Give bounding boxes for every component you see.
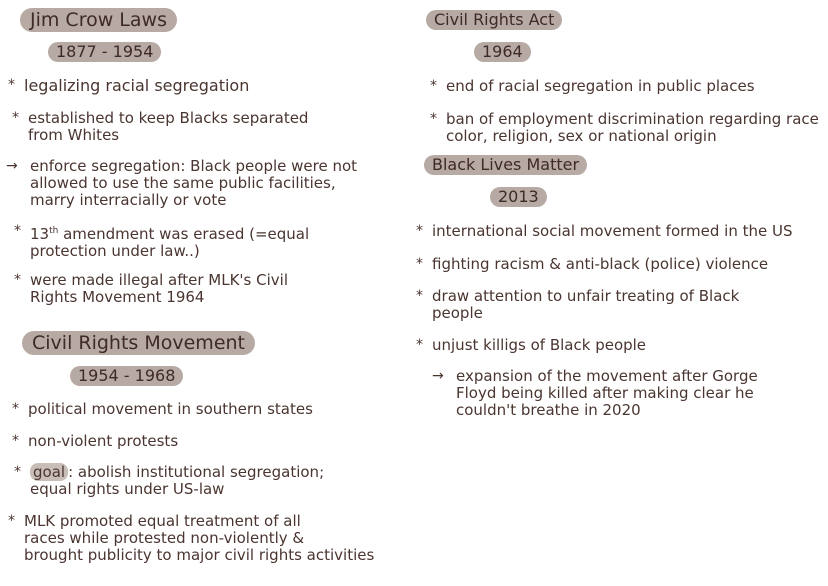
crm-bullet-3: * goal : abolish institutional segregation; equal rights under US-law bbox=[14, 463, 325, 498]
jim-crow-bullet-3: → enforce segregation: Black people were not allowed to use the same public facilities, marry interracially or vote bbox=[6, 157, 358, 209]
jim-crow-bullet-5: * were made illegal after MLK's Civil Rights Movement 1964 bbox=[14, 271, 288, 306]
blm-bullet-2: * fighting racism & anti-black (police) violence bbox=[416, 255, 769, 273]
crm-title: Civil Rights Movement bbox=[22, 331, 255, 355]
jim-crow-bullet-2: * established to keep Blacks separated from Whites bbox=[12, 109, 309, 144]
jim-crow-bullet-4: * 13th amendment was erased (=equal protection under law..) bbox=[14, 223, 310, 260]
goal-highlight: goal bbox=[30, 463, 68, 481]
blm-bullet-4: * unjust killigs of Black people bbox=[416, 336, 647, 354]
cra-bullet-2: * ban of employment discrimination regarding race color, religion, sex or national origin bbox=[430, 110, 819, 145]
crm-bullet-4: * MLK promoted equal treatment of all races while protested non-violently & brought publicity to major civil rights activities bbox=[8, 512, 375, 564]
cra-years: 1964 bbox=[474, 42, 531, 62]
crm-bullet-1: * political movement in southern states bbox=[12, 400, 313, 418]
jim-crow-title: Jim Crow Laws bbox=[20, 8, 177, 32]
jim-crow-bullet-1: * legalizing racial segregation bbox=[8, 76, 250, 95]
crm-bullet-2: * non-violent protests bbox=[12, 432, 179, 450]
blm-title: Black Lives Matter bbox=[424, 155, 587, 175]
jim-crow-years: 1877 - 1954 bbox=[48, 42, 161, 62]
cra-title: Civil Rights Act bbox=[426, 10, 562, 30]
blm-bullet-1: * international social movement formed in the US bbox=[416, 222, 793, 240]
blm-bullet-3: * draw attention to unfair treating of Black people bbox=[416, 287, 740, 322]
cra-bullet-1: * end of racial segregation in public places bbox=[430, 77, 755, 95]
crm-years: 1954 - 1968 bbox=[70, 366, 183, 386]
blm-years: 2013 bbox=[490, 187, 547, 207]
blm-bullet-5: → expansion of the movement after Gorge Floyd being killed after making clear he couldn't breathe in 2020 bbox=[432, 367, 758, 419]
